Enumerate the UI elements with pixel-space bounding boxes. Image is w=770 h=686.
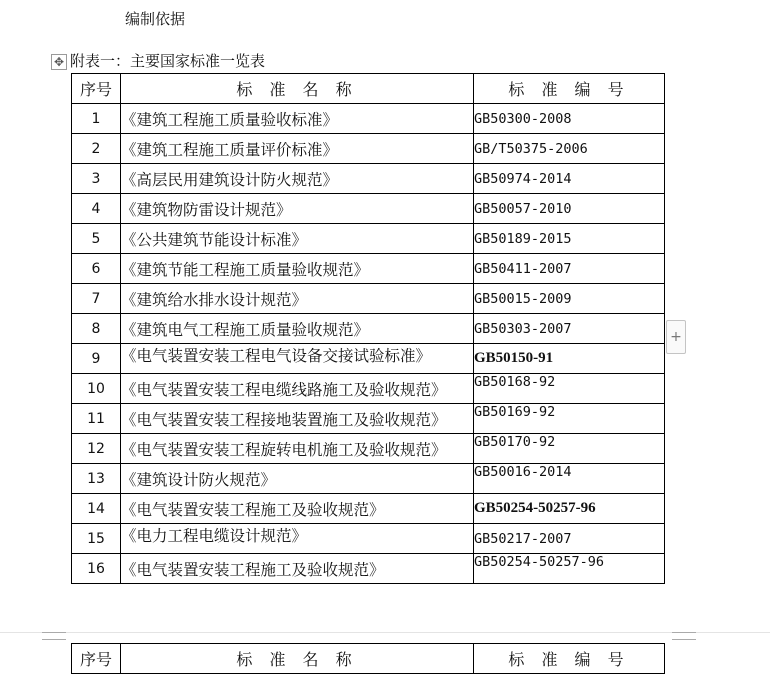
standard-code: GB50016-2014 bbox=[474, 464, 665, 494]
standard-code: GB50150-91 bbox=[474, 344, 665, 374]
header-name: 标 准 名 称 bbox=[121, 644, 474, 674]
page-margin-mark-right bbox=[672, 632, 696, 640]
row-number: 14 bbox=[72, 494, 121, 524]
standard-code: GB50169-92 bbox=[474, 404, 665, 434]
standard-name: 《电气装置安装工程电缆线路施工及验收规范》 bbox=[121, 374, 474, 404]
standard-name: 《高层民用建筑设计防火规范》 bbox=[121, 164, 474, 194]
table-row bbox=[72, 374, 665, 404]
standard-code: GB/T50375-2006 bbox=[474, 134, 665, 164]
standard-name: 《建筑电气工程施工质量验收规范》 bbox=[121, 314, 474, 344]
standard-code: GB50300-2008 bbox=[474, 104, 665, 134]
row-number: 16 bbox=[72, 554, 121, 584]
header-code: 标 准 编 号 bbox=[474, 644, 665, 674]
standard-name: 《建筑物防雷设计规范》 bbox=[121, 194, 474, 224]
table-move-handle-icon[interactable]: ✥ bbox=[51, 54, 67, 70]
row-number: 1 bbox=[72, 104, 121, 134]
standard-code: GB50974-2014 bbox=[474, 164, 665, 194]
table-header-row bbox=[72, 74, 665, 104]
row-number: 13 bbox=[72, 464, 121, 494]
table-caption: 附表一：主要国家标准一览表 bbox=[70, 52, 266, 70]
standard-name: 《建筑工程施工质量验收标准》 bbox=[121, 104, 474, 134]
table-row bbox=[72, 284, 665, 314]
table-row bbox=[72, 434, 665, 464]
row-number: 4 bbox=[72, 194, 121, 224]
standards-table bbox=[71, 73, 665, 584]
table-row bbox=[72, 224, 665, 254]
page-margin-mark-left bbox=[42, 632, 66, 640]
table-row bbox=[72, 194, 665, 224]
table-row bbox=[72, 554, 665, 584]
header-no: 序号 bbox=[72, 644, 121, 674]
standard-code: GB50170-92 bbox=[474, 434, 665, 464]
standard-code: GB50057-2010 bbox=[474, 194, 665, 224]
row-number: 3 bbox=[72, 164, 121, 194]
standard-name: 《建筑节能工程施工质量验收规范》 bbox=[121, 254, 474, 284]
row-number: 15 bbox=[72, 524, 121, 554]
row-number: 12 bbox=[72, 434, 121, 464]
row-number: 11 bbox=[72, 404, 121, 434]
page-break bbox=[0, 632, 770, 643]
row-number: 9 bbox=[72, 344, 121, 374]
standard-name: 《建筑给水排水设计规范》 bbox=[121, 284, 474, 314]
header-no: 序号 bbox=[72, 74, 121, 104]
standards-table-continued bbox=[71, 643, 665, 674]
standard-code: GB50303-2007 bbox=[474, 314, 665, 344]
table-row bbox=[72, 314, 665, 344]
standard-name: 《建筑设计防火规范》 bbox=[121, 464, 474, 494]
standard-code: GB50015-2009 bbox=[474, 284, 665, 314]
row-number: 8 bbox=[72, 314, 121, 344]
row-number: 10 bbox=[72, 374, 121, 404]
standard-code: GB50254-50257-96 bbox=[474, 554, 665, 584]
table-row bbox=[72, 524, 665, 554]
standard-name: 《电气装置安装工程接地装置施工及验收规范》 bbox=[121, 404, 474, 434]
header-name: 标 准 名 称 bbox=[121, 74, 474, 104]
row-number: 5 bbox=[72, 224, 121, 254]
standard-name: 《电气装置安装工程电气设备交接试验标准》 bbox=[121, 344, 474, 374]
table-row bbox=[72, 464, 665, 494]
standard-code: GB50217-2007 bbox=[474, 524, 665, 554]
standard-name: 《电力工程电缆设计规范》 bbox=[121, 524, 474, 554]
standard-name: 《公共建筑节能设计标准》 bbox=[121, 224, 474, 254]
standard-code: GB50254-50257-96 bbox=[474, 494, 665, 524]
standard-name: 《电气装置安装工程旋转电机施工及验收规范》 bbox=[121, 434, 474, 464]
standard-name: 《建筑工程施工质量评价标准》 bbox=[121, 134, 474, 164]
row-number: 2 bbox=[72, 134, 121, 164]
table-row bbox=[72, 104, 665, 134]
table-row bbox=[72, 404, 665, 434]
standard-name: 《电气装置安装工程施工及验收规范》 bbox=[121, 554, 474, 584]
standard-code: GB50411-2007 bbox=[474, 254, 665, 284]
row-number: 6 bbox=[72, 254, 121, 284]
table-row bbox=[72, 494, 665, 524]
table-header-row bbox=[72, 644, 665, 674]
table-row bbox=[72, 164, 665, 194]
row-number: 7 bbox=[72, 284, 121, 314]
section-heading: 编制依据 bbox=[125, 10, 186, 28]
standard-name: 《电气装置安装工程施工及验收规范》 bbox=[121, 494, 474, 524]
header-code: 标 准 编 号 bbox=[474, 74, 665, 104]
add-column-button[interactable]: + bbox=[666, 320, 686, 354]
table-row bbox=[72, 254, 665, 284]
table-row bbox=[72, 344, 665, 374]
standard-code: GB50189-2015 bbox=[474, 224, 665, 254]
standard-code: GB50168-92 bbox=[474, 374, 665, 404]
table-row bbox=[72, 134, 665, 164]
